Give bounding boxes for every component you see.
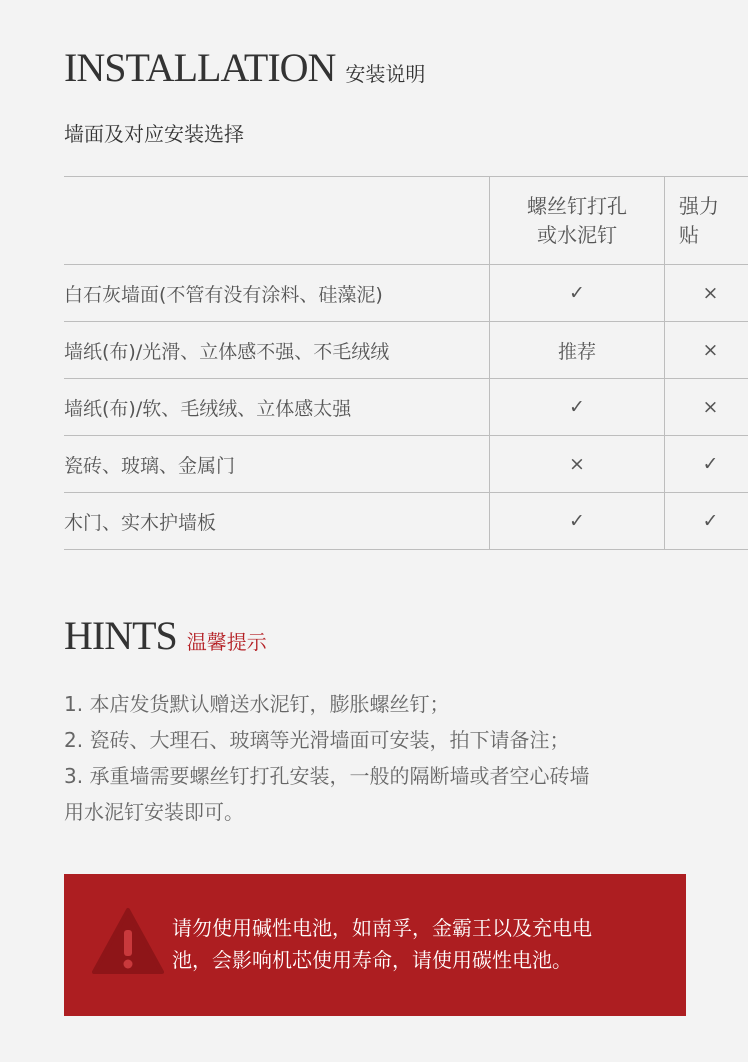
adhesive-cell: × — [665, 265, 748, 322]
hint-line: 用水泥钉安装即可。 — [64, 800, 244, 824]
header-screw-line2: 或水泥钉 — [537, 222, 617, 247]
header-screw-line1: 螺丝钉打孔 — [527, 193, 627, 218]
surface-cell: 墙纸(布)/光滑、立体感不强、不毛绒绒 — [64, 322, 490, 379]
hints-list — [64, 686, 686, 830]
screw-cell: ✓ — [490, 265, 665, 322]
table-row — [64, 265, 748, 322]
surface-cell: 瓷砖、玻璃、金属门 — [64, 436, 490, 493]
adhesive-cell: × — [665, 379, 748, 436]
screw-cell: ✓ — [490, 379, 665, 436]
warning-line: 池，会影响机芯使用寿命，请使用碳性电池。 — [172, 948, 572, 972]
hints-title: HINTS — [64, 613, 177, 658]
hint-line: 3. 承重墙需要螺丝钉打孔安装，一般的隔断墙或者空心砖墙 — [64, 764, 590, 788]
installation-compat-table — [64, 176, 748, 550]
wall-selection-subtitle: 墙面及对应安装选择 — [64, 122, 244, 146]
screw-cell: × — [490, 436, 665, 493]
hints-heading — [64, 612, 267, 659]
table-row — [64, 322, 748, 379]
screw-cell: ✓ — [490, 493, 665, 550]
table-row — [64, 436, 748, 493]
warning-line: 请勿使用碱性电池，如南孚，金霸王以及充电电 — [172, 916, 592, 940]
screw-cell: 推荐 — [490, 322, 665, 379]
installation-subtitle-cn: 安装说明 — [345, 62, 426, 86]
header-adhesive — [665, 177, 748, 265]
warning-text — [172, 912, 672, 976]
adhesive-cell: ✓ — [665, 493, 748, 550]
table-row — [64, 379, 748, 436]
warning-triangle-icon — [92, 906, 164, 976]
adhesive-cell: × — [665, 322, 748, 379]
adhesive-cell: ✓ — [665, 436, 748, 493]
hints-subtitle-cn: 温馨提示 — [186, 630, 267, 654]
hint-line: 1. 本店发货默认赠送水泥钉，膨胀螺丝钉； — [64, 692, 450, 716]
header-adhesive-line2: 贴 — [679, 222, 699, 247]
installation-title: INSTALLATION — [64, 45, 336, 90]
table-row — [64, 493, 748, 550]
hint-line: 2. 瓷砖、大理石、玻璃等光滑墙面可安装，拍下请备注； — [64, 728, 570, 752]
surface-cell: 白石灰墙面(不管有没有涂料、硅藻泥) — [64, 265, 490, 322]
header-adhesive-line1: 强力 — [679, 193, 719, 218]
surface-cell: 木门、实木护墙板 — [64, 493, 490, 550]
header-screw — [490, 177, 665, 265]
battery-warning-banner — [64, 874, 686, 1016]
header-surface — [64, 177, 490, 265]
installation-heading — [64, 44, 425, 91]
surface-cell: 墙纸(布)/软、毛绒绒、立体感太强 — [64, 379, 490, 436]
table-header-row — [64, 177, 748, 265]
